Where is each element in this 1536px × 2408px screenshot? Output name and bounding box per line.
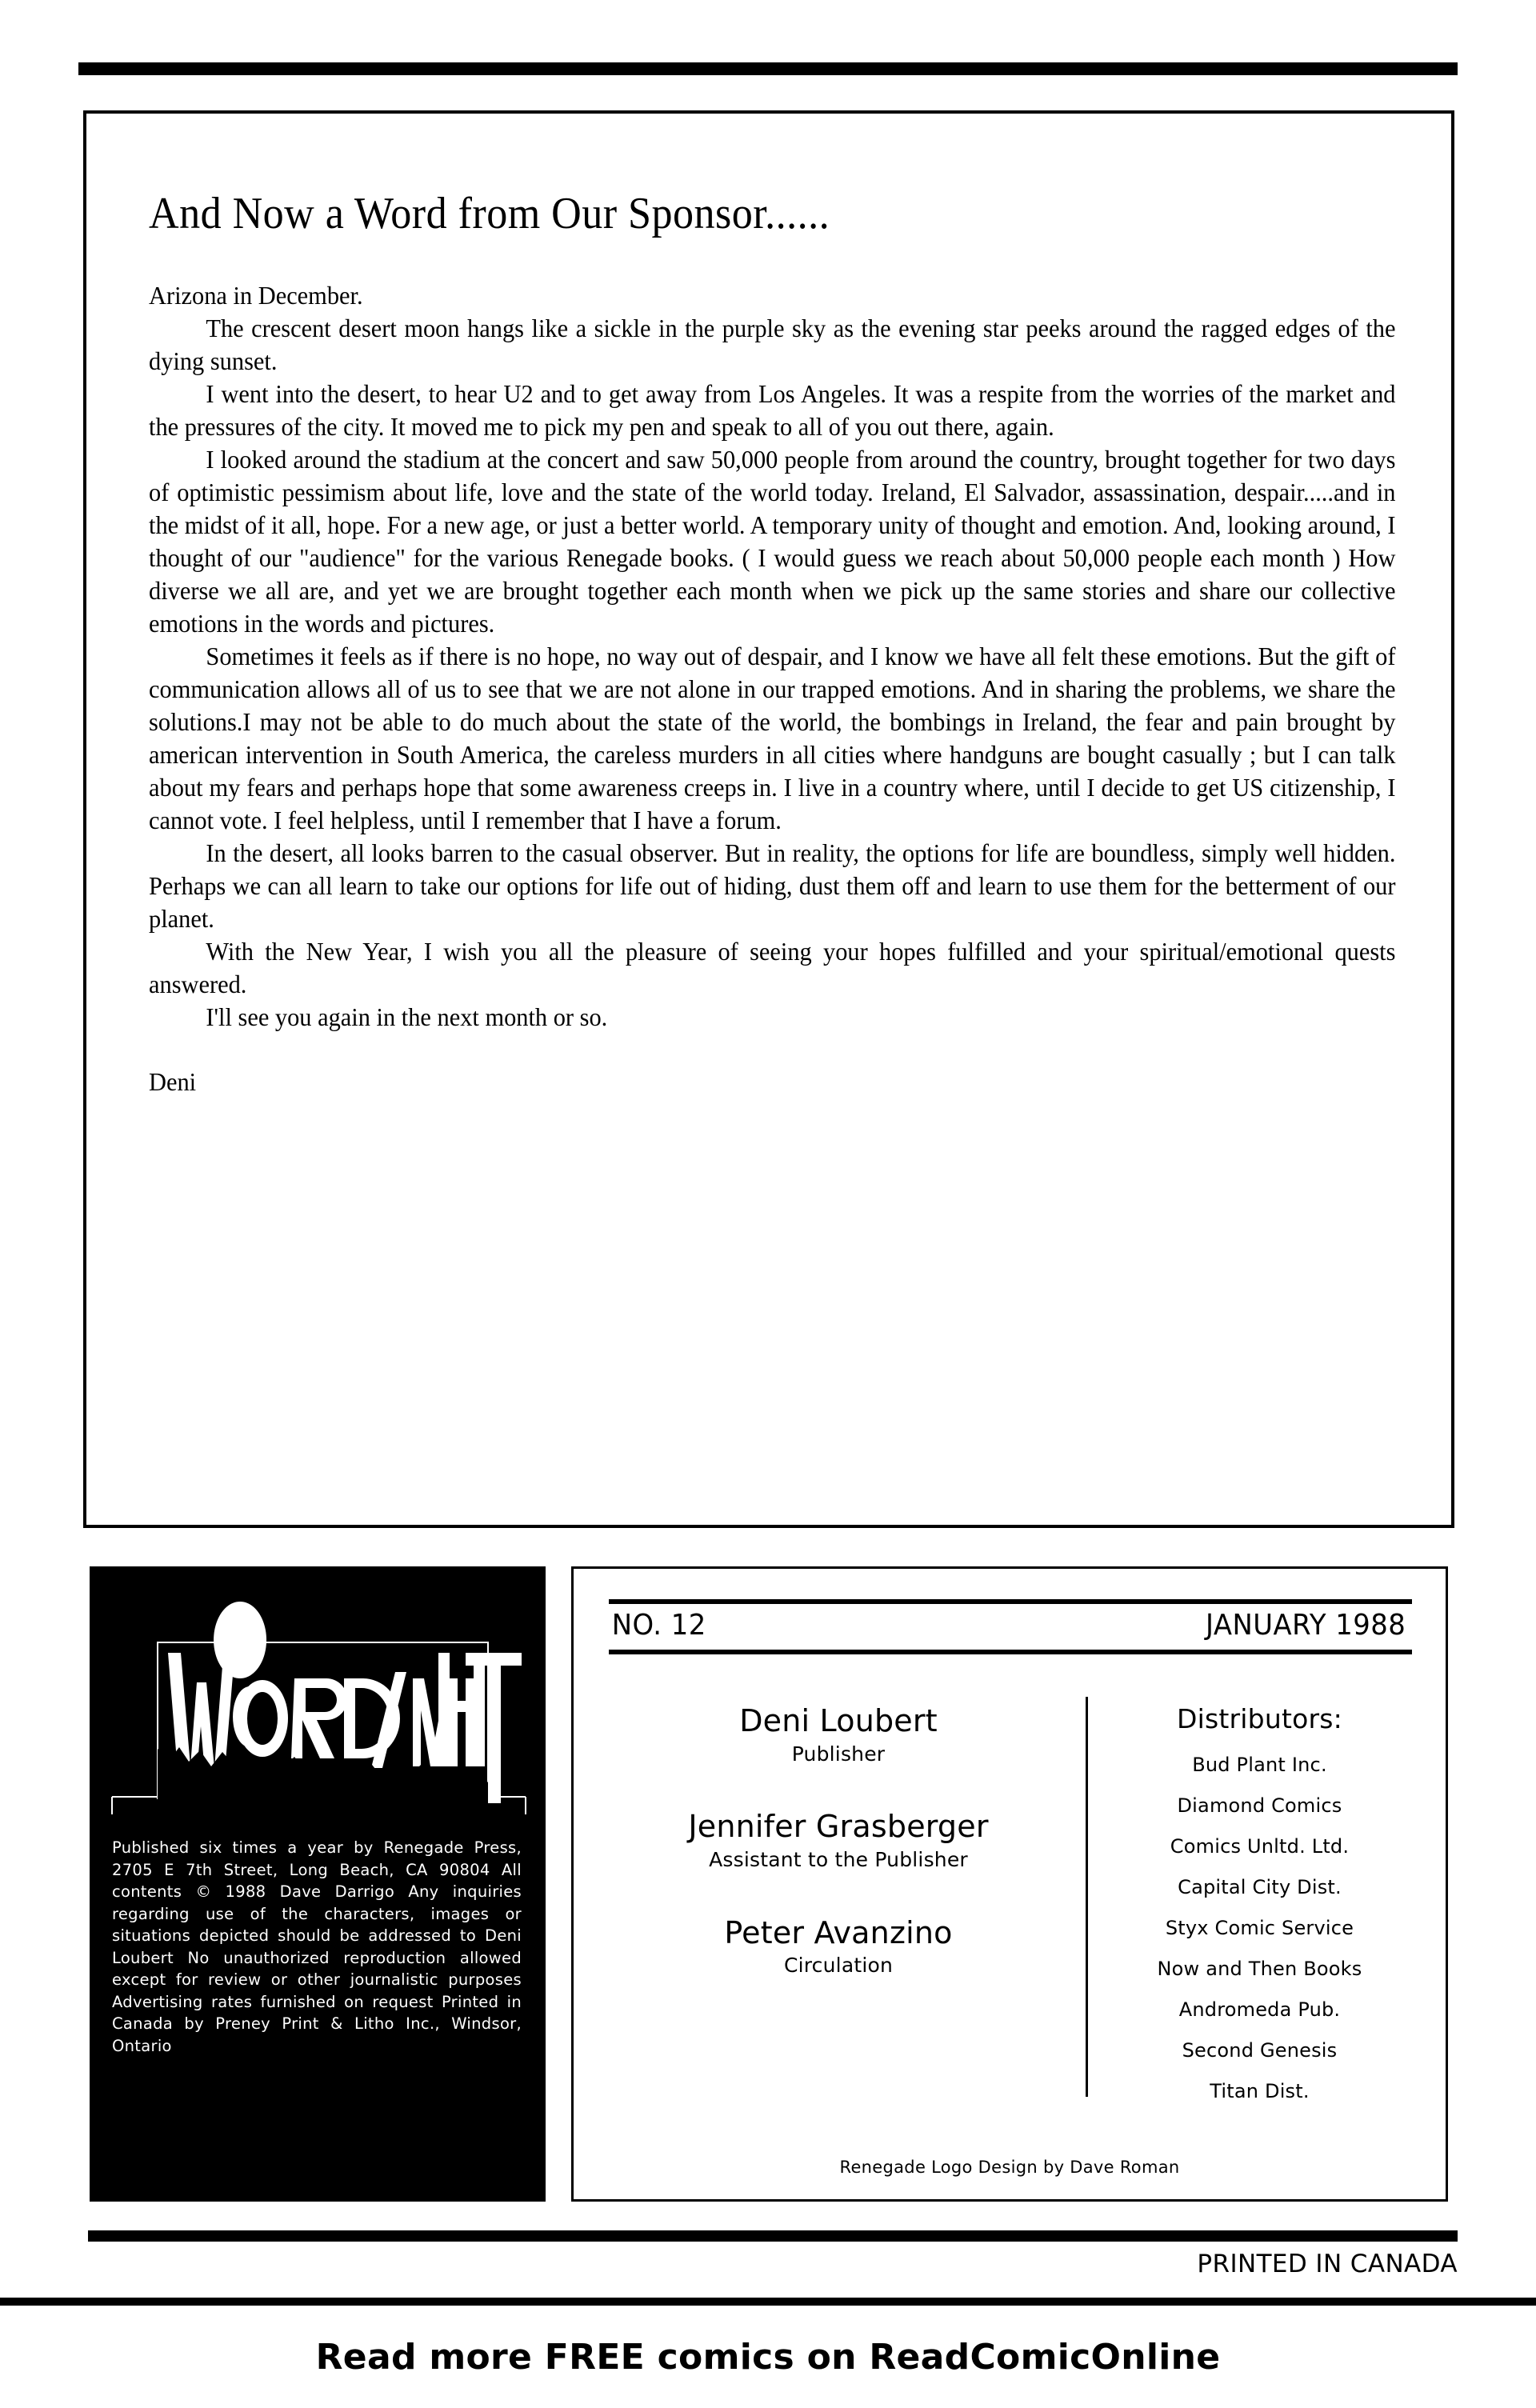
- staff-role: Publisher: [791, 1742, 886, 1766]
- wordsmith-logo-icon: [90, 1566, 546, 1830]
- staff-role: Circulation: [783, 1954, 894, 1978]
- top-rule: [78, 62, 1458, 75]
- distributors-column: [1088, 1697, 1431, 2121]
- bottom-rule: [88, 2230, 1458, 2242]
- staff-name: Deni Loubert: [739, 1703, 938, 1738]
- wordsmith-logo-panel: [90, 1566, 546, 2202]
- staff-name: Jennifer Grasberger: [688, 1809, 989, 1845]
- distributor-item: Now and Then Books: [1157, 1958, 1362, 1980]
- letter-paragraph: I went into the desert, to hear U2 and to get away from Los Angeles. It was a respite from the worries of the market and the pressures of the city. It moved me to pick my pen and speak to all of you out there, again.: [149, 379, 1396, 441]
- readcomiconline-banner-text: Read more FREE comics on ReadComicOnline: [315, 2336, 1221, 2378]
- printed-in-canada-label: PRINTED IN CANADA: [1197, 2250, 1458, 2278]
- letter-paragraph: With the New Year, I wish you all the pleasure of seeing your hopes fulfilled and your spiritual/emotional quests answered.: [149, 937, 1396, 998]
- editorial-letter-box: [83, 110, 1454, 1528]
- distributor-item: Titan Dist.: [1210, 2080, 1310, 2102]
- distributor-item: Second Genesis: [1182, 2039, 1338, 2062]
- masthead-row: [83, 1560, 1454, 2208]
- distributor-item: Diamond Comics: [1177, 1794, 1342, 1817]
- staff-role: Assistant to the Publisher: [709, 1848, 968, 1872]
- credits-panel: [571, 1566, 1448, 2202]
- staff-name: Peter Avanzino: [724, 1914, 953, 1950]
- banner-top-rule: [0, 2298, 1536, 2306]
- issue-bar: [609, 1599, 1412, 1654]
- letter-content: [149, 190, 1398, 1098]
- staff-entry: [591, 1703, 1086, 1767]
- letter-paragraph: I'll see you again in the next month or so.: [206, 1002, 608, 1031]
- distributor-item: Andromeda Pub.: [1178, 1998, 1341, 2021]
- letter-paragraph: Arizona in December.: [149, 281, 363, 310]
- distributor-item: Capital City Dist.: [1178, 1876, 1342, 1898]
- distributor-item: Bud Plant Inc.: [1192, 1754, 1327, 1776]
- distributors-heading: Distributors:: [1177, 1703, 1342, 1734]
- distributor-item: Styx Comic Service: [1165, 1917, 1354, 1939]
- distributor-item: Comics Unltd. Ltd.: [1170, 1835, 1350, 1858]
- letter-paragraph: Sometimes it feels as if there is no hope, no way out of despair, and I know we have all felt these emotions. But the gift of communication allows all of us to see that we are not alone in our trapped emotions. And in sharing the problems, we share the solutions.I may not be able to do much about the state of the world, the bombings in Ireland, the fear and pain brought by american intervention in South America, the careless murders in all cities where handguns are bought casually ; but I can talk about my fears and perhaps hope that some awareness creeps in. I live in a country where, until I decide to get US citizenship, I cannot vote. I feel helpless, until I remember that I have a forum.: [149, 642, 1396, 834]
- publication-fineprint: Published six times a year by Renegade Press, 2705 E 7th Street, Long Beach, CA 90804 All contents © 1988 Dave Darrigo Any inquiries regarding use of the characters, images or situations depicted should be addressed to Deni Loubert No unauthorized reproduction allowed except for review or other journalistic purposes Advertising rates furnished on request Printed in Canada by Preney Print & Litho Inc., Windsor, Ontario: [112, 1838, 522, 2055]
- credits-body: [591, 1697, 1431, 2121]
- staff-entry: [591, 1809, 1086, 1873]
- letter-signature: Deni: [149, 1067, 197, 1096]
- letter-paragraph: In the desert, all looks barren to the casual observer. But in reality, the options for life are boundless, simply well hidden. Perhaps we can all learn to take our options for life out of hiding, dust them off and learn to use them for the betterment of our planet.: [149, 838, 1396, 933]
- letter-body: [149, 279, 1395, 1098]
- readcomiconline-banner[interactable]: [0, 2306, 1536, 2408]
- issue-date: JANUARY 1988: [1205, 1609, 1406, 1642]
- page-title: And Now a Word from Our Sponsor......: [149, 189, 830, 238]
- staff-column: [591, 1697, 1086, 2121]
- logo-design-credit: Renegade Logo Design by Dave Roman: [839, 2158, 1180, 2177]
- issue-number: NO. 12: [611, 1609, 706, 1642]
- staff-entry: [591, 1915, 1086, 1979]
- letter-paragraph: The crescent desert moon hangs like a sickle in the purple sky as the evening star peeks around the ragged edges of the dying sunset.: [149, 314, 1396, 375]
- letter-paragraph: I looked around the stadium at the concert and saw 50,000 people from around the country, brought together for two days of optimistic pessimism about life, love and the state of the world today. Ireland, El Salvador, assassination, despair.....and in the midst of it all, hope. For a new age, or just a better world. A temporary unity of thought and emotion. And, looking around, I thought of our "audience" for the various Renegade books. ( I would guess we reach about 50,000 people each month ) How diverse we all are, and yet we are brought together each month when we pick up the same stories and share our collective emotions in the words and pictures.: [149, 445, 1396, 638]
